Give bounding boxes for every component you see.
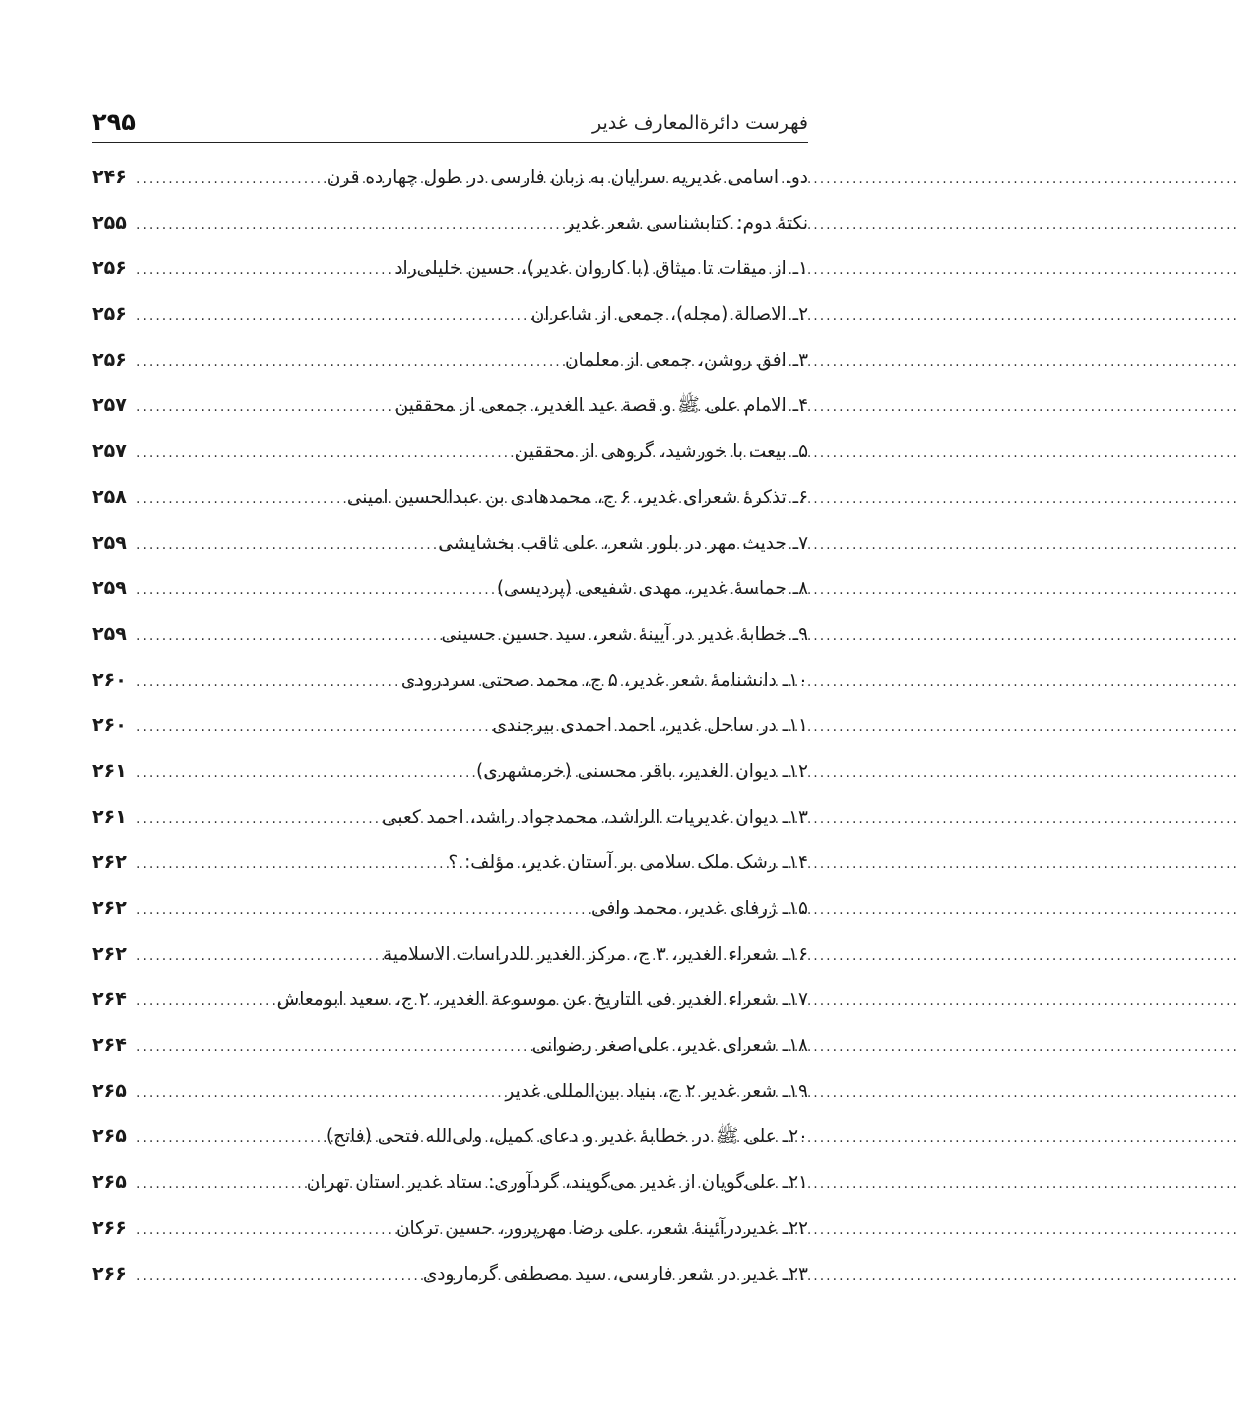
entry-page-number: ۲۵۹ [92,622,127,645]
dot-leader [136,217,562,233]
entry-page-number: ۲۵۶ [92,348,127,371]
toc-entry [92,897,808,943]
toc-entry [92,669,808,715]
toc-entry [92,1034,808,1080]
entry-title: ۲۰ـ علی ﷺ در خطابهٔ غدیر و دعای کمیل، ولی‌الله فتحی (فاتح) [325,1126,808,1148]
dot-leader [136,491,343,507]
entry-title: ۱۴ـ رشک ملک سلامی بر آستان غدیر، مؤلف: ؟ [448,852,808,874]
dot-leader [136,354,561,370]
entry-title: ۱۵ـ ژرفای غدیر، محمد وافی [591,898,808,919]
dot-leader [136,856,444,872]
toc-entry [92,303,808,349]
entry-page-number: ۲۶۴ [92,988,127,1011]
entry-page-number: ۲۵۹ [92,531,127,554]
page-header [92,96,808,140]
entry-page-number: ۲۶۵ [92,1125,127,1148]
entry-page-number: ۲۶۴ [92,1034,127,1057]
entry-title: ۱۶ـ شعراء الغدیر، ۳ ج، مرکز الغدیر للدراسات الاسلامیة [382,943,808,965]
toc-entry [92,760,808,806]
entry-title: ۷ـ حدیث مهر در بلور شعر، علی ثاقب بخشایشی [438,532,808,554]
entry-page-number: ۲۵۸ [92,485,127,508]
entry-title: ۱۹ـ شعر غدیر ۲ ج، بنیاد بین‌المللی غدیر [505,1080,808,1102]
entry-page-number: ۲۶۰ [92,714,127,737]
header-rule [92,142,808,143]
toc-entry [92,1080,808,1126]
entry-page-number: ۲۶۲ [92,897,127,919]
entry-title: ۱ـ از میقات تا میثاق (با کاروان غدیر)، حسین خلیلی‌راد [394,258,808,280]
entry-page-number: ۲۴۶ [92,166,127,188]
entry-page-number: ۲۶۱ [92,759,127,782]
dot-leader [136,1268,419,1284]
dot-leader [136,537,434,553]
entry-page-number: ۲۶۰ [92,668,127,691]
entry-title: ۱۷ـ شعراء الغدیر فی التاریخ عن موسوعة الغدیر، ۲ ج، سعید ابومعاش [276,989,808,1011]
entry-title: ۵ـ بیعت با خورشید، گروهی از محققین [514,441,808,463]
dot-leader [136,1039,528,1055]
entry-title: دو. اسامی غدیریه سرایان به زبان فارسی در طول چهارده قرن [326,167,808,188]
running-title: فهرست دائرةالمعارف غدیر [591,112,808,134]
toc-entry [92,714,808,760]
entry-page-number: ۲۵۷ [92,394,127,417]
entry-title: ۲۳ـ غدیر در شعر فارسی، سید مصطفی گرمارودی [422,1263,808,1285]
entry-title: نکتهٔ دوم: کتابشناسی شعر غدیر [565,212,808,234]
table-of-contents [92,166,808,1308]
entry-title: ۱۲ـ دیوان الغدیر، باقر محسنی (خرمشهری) [475,760,808,782]
dot-leader [136,171,323,187]
dot-leader [136,719,488,735]
toc-entry [92,943,808,989]
dot-leader [136,582,493,598]
toc-entry [92,486,808,532]
toc-entry [92,1263,808,1309]
toc-entry [92,257,808,303]
page-number: ۲۹۵ [92,108,136,136]
dot-leader [136,399,391,415]
entry-page-number: ۲۵۵ [92,211,127,234]
toc-entry [92,532,808,578]
dot-leader [136,674,397,690]
toc-entry [92,623,808,669]
toc-entry [92,806,808,852]
entry-title: ۳ـ افق روشن، جمعی از معلمان [564,349,808,371]
dot-leader [136,765,472,781]
entry-page-number: ۲۶۲ [92,851,127,874]
dot-leader [136,993,273,1009]
entry-page-number: ۲۶۶ [92,1216,127,1239]
toc-entry [92,349,808,395]
entry-title: ۴ـ الامام علی ﷺ و قصة عید الغدیر، جمعی از محققین [394,395,808,417]
entry-title: ۲ـ الاصالة (مجله)، جمعی از شاعران [530,304,808,326]
entry-title: ۶ـ تذکرهٔ شعرای غدیر، ۶ ج، محمدهادی بن عبدالحسین امینی [346,486,808,508]
toc-entry [92,851,808,897]
entry-title: ۱۸ـ شعرای غدیر، علی‌اصغر رضوانی [531,1035,808,1057]
toc-entry [92,212,808,258]
entry-title: ۲۱ـ علی‌گویان از غدیر می‌گویند، گردآوری: ستاد غدیر استان تهران [306,1172,808,1194]
entry-page-number: ۲۵۶ [92,303,127,326]
dot-leader [136,445,511,461]
toc-entry [92,1217,808,1263]
dot-leader [136,628,437,644]
entry-page-number: ۲۶۲ [92,942,127,965]
toc-entry [92,577,808,623]
toc-entry [92,166,808,212]
entry-title: ۹ـ خطابهٔ غدیر در آیینهٔ شعر، سید حسین حسینی [441,623,808,645]
entry-title: ۱۱ـ در ساحل غدیر، احمد احمدی بیرجندی [492,715,808,737]
entry-page-number: ۲۶۶ [92,1262,127,1285]
toc-entry [92,394,808,440]
entry-page-number: ۲۵۶ [92,257,127,280]
dot-leader [136,811,378,827]
dot-leader [136,1130,322,1146]
dot-leader [136,1222,392,1238]
entry-title: ۱۰ـ دانشنامهٔ شعر غدیر، ۵ ج، محمد صحتی سردرودی [400,669,808,691]
entry-page-number: ۲۶۱ [92,805,127,828]
entry-page-number: ۲۵۹ [92,577,127,600]
dot-leader [136,308,527,324]
entry-title: ۱۳ـ دیوان غدیریات الراشد، محمدجواد راشد، احمد کعبی [382,806,808,828]
toc-entry [92,1171,808,1217]
dot-leader [136,902,587,918]
entry-title: ۸ـ حماسهٔ غدیر، مهدی شفیعی (پردیسی) [496,578,808,600]
entry-page-number: ۲۵۷ [92,440,127,463]
toc-entry [92,440,808,486]
dot-leader [136,262,390,278]
entry-page-number: ۲۶۵ [92,1079,127,1102]
entry-page-number: ۲۶۵ [92,1171,127,1194]
toc-entry [92,1125,808,1171]
dot-leader [136,1085,501,1101]
entry-title: ۲۲ـ غدیردرآئینهٔ شعر، علی رضا مهرپرور، حسین ترکان [395,1217,808,1239]
toc-entry [92,988,808,1034]
dot-leader [136,1176,303,1192]
dot-leader [136,948,379,964]
